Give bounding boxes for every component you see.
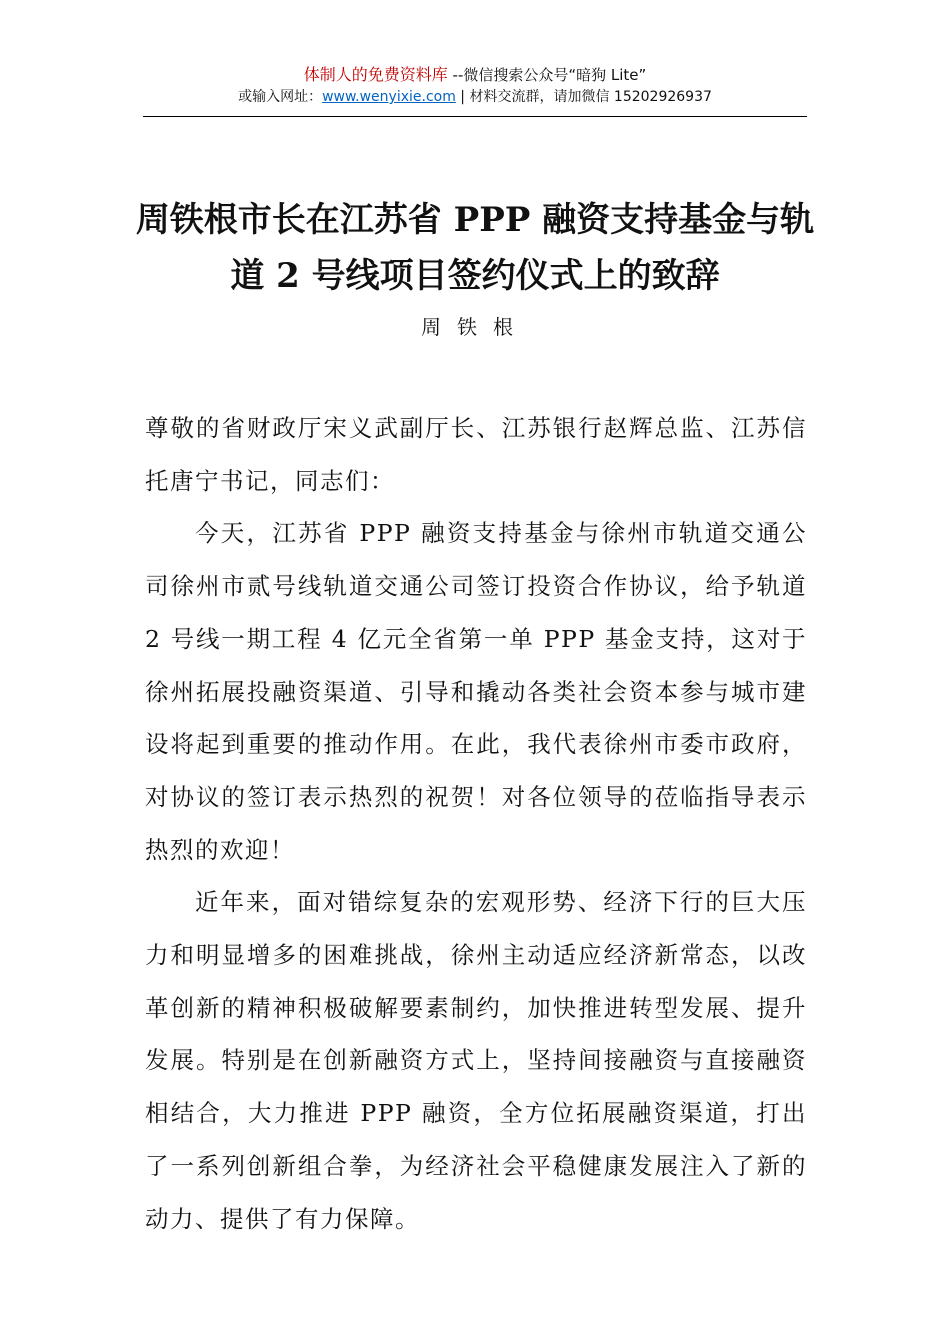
header-line-1 [143, 64, 807, 86]
page-header [143, 64, 807, 108]
salutation: 尊敬的省财政厅宋义武副厅长、江苏银行赵辉总监、江苏信托唐宁书记，同志们： [145, 414, 807, 495]
brand-text: 体制人的免费资料库 [303, 65, 448, 84]
paragraph: 近年来，面对错综复杂的宏观形势、经济下行的巨大压力和明显增多的困难挑战，徐州主动适应经济新常态，以改革创新的精神积极破解要素制约，加快推进转型发展、提升发展。特别是在创新融资方式上，坚持间接融资与直接融资相结合，大力推进 PPP 融资，全方位拓展融资渠道，打出了一系列创新组合拳，为经济社会平稳健康发展注入了新的动力、提供了有力保障。 [145, 888, 807, 1233]
group-note: | 材料交流群，请加微信 15202926937 [455, 89, 712, 105]
paragraph: 今天，江苏省 PPP 融资支持基金与徐州市轨道交通公司徐州市贰号线轨道交通公司签订投资合作协议，给予轨道 2 号线一期工程 4 亿元全省第一单 PPP 基金支持，这对于徐州拓展投融资渠道、引导和撬动各类社会资本参与城市建设将起到重要的推动作用。在此，我代表徐州市委市政府，对协议的签订表示热烈的祝贺！对各位领导的莅临指导表示热烈的欢迎！ [145, 519, 807, 864]
document-title: 周铁根市长在江苏省 PPP 融资支持基金与轨道 2 号线项目签约仪式上的致辞 [135, 200, 815, 296]
wechat-note: --微信搜索公众号“暗狗 Lite” [447, 66, 647, 84]
header-divider [143, 116, 807, 117]
website-link[interactable]: www.wenyixie.com [322, 89, 456, 105]
document-author: 周铁根 [421, 315, 529, 339]
document-body [145, 402, 807, 1245]
header-line-2 [143, 86, 807, 108]
url-prefix: 或输入网址： [238, 89, 323, 105]
